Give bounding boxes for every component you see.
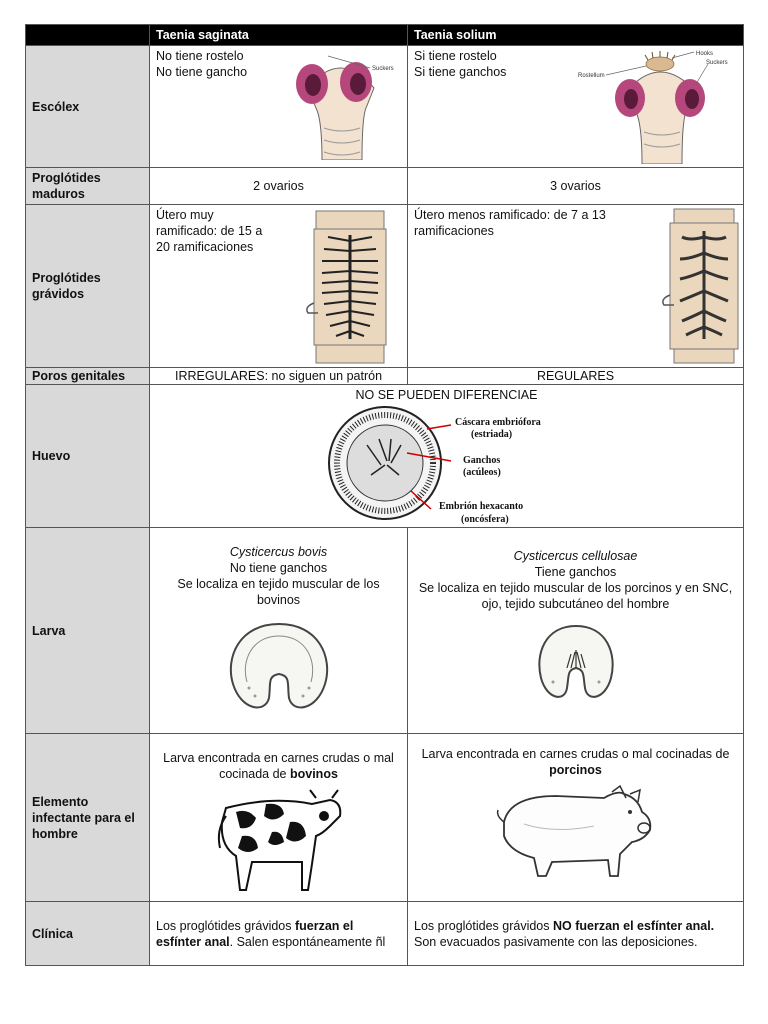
row-label-escolex: Escólex (26, 46, 150, 168)
gravidos-saginata-line2: ramificado: de 15 a (156, 224, 263, 238)
infectante-saginata-bold: bovinos (289, 767, 338, 781)
row-label-poros: Poros genitales (26, 368, 150, 385)
row-larva (26, 528, 744, 734)
row-label-gravidos: Proglótides grávidos (26, 205, 150, 368)
clinica-solium-pre: Los proglótides grávidos (414, 918, 553, 933)
row-label-clinica: Clínica (26, 902, 150, 966)
larva-saginata-cell (150, 528, 408, 734)
infectante-solium-text: Larva encontrada en carnes crudas o mal cocinadas de (421, 747, 730, 761)
cysticercus-bovis-illustration (219, 618, 339, 718)
suckers-label: Suckers (372, 66, 394, 72)
row-label-larva: Larva (26, 528, 150, 734)
larva-solium-name: Cysticercus cellulosae (513, 549, 638, 563)
larva-solium-line1: Tiene ganchos (534, 565, 617, 579)
row-label-huevo: Huevo (26, 385, 150, 528)
header-taenia-solium: Taenia solium (408, 25, 744, 46)
gravidos-saginata-line1: Útero muy (156, 208, 214, 222)
escolex-solium-line1: Si tiene rostelo (414, 49, 497, 63)
row-gravidos (26, 205, 744, 368)
egg-illustration (327, 405, 567, 525)
gravidos-solium-cell (408, 205, 744, 368)
maduros-saginata: 2 ovarios (150, 168, 408, 205)
gravidos-solium-line2: ramificaciones (414, 224, 494, 238)
row-huevo (26, 385, 744, 528)
escolex-saginata-cell (150, 46, 408, 168)
egg-label-hooks: Ganchos (462, 455, 500, 466)
infectante-saginata-cell (150, 734, 408, 902)
escolex-solium-line2: Si tiene ganchos (414, 65, 507, 79)
infectante-saginata-text: Larva encontrada en carnes crudas o mal cocinada de (163, 751, 394, 781)
escolex-solium-cell (408, 46, 744, 168)
suckers-label-solium: Suckers (706, 60, 728, 66)
huevo-text: NO SE PUEDEN DIFERENCIAE (355, 388, 538, 402)
larva-saginata-line2: Se localiza en tejido muscular de los bovinos (177, 577, 380, 607)
clinica-solium-cell (408, 902, 744, 966)
pig-illustration (494, 784, 658, 884)
row-clinica (26, 902, 744, 966)
gravidos-saginata-cell (150, 205, 408, 368)
comparison-table (25, 24, 744, 966)
huevo-cell (150, 385, 744, 528)
larva-solium-line2: Se localiza en tejido muscular de los porcinos y en SNC, ojo, tejido subcutáneo del hombre (418, 581, 733, 611)
larva-saginata-line1: No tiene ganchos (229, 561, 328, 575)
clinica-solium-post: Son evacuados pasivamente con las deposiciones. (414, 934, 698, 949)
proglottid-saginata-illustration (300, 209, 396, 365)
header-taenia-saginata: Taenia saginata (150, 25, 408, 46)
cow-illustration (212, 786, 346, 896)
scolex-solium-illustration (576, 48, 738, 164)
larva-saginata-name: Cysticercus bovis (229, 545, 328, 559)
gravidos-solium-line1: Útero menos ramificado: de 7 a 13 (414, 208, 606, 222)
infectante-solium-bold: porcinos (549, 763, 602, 777)
clinica-saginata-cell (150, 902, 408, 966)
clinica-saginata-pre: Los proglótides grávidos (156, 918, 295, 933)
infectante-solium-cell (408, 734, 744, 902)
clinica-saginata-post: . Salen espontáneamente ñl (229, 934, 386, 949)
scolex-saginata-illustration (278, 48, 402, 160)
poros-saginata: IRREGULARES: no siguen un patrón (150, 368, 408, 385)
poros-solium: REGULARES (408, 368, 744, 385)
rostellum-label: Rostellum (578, 73, 605, 79)
escolex-saginata-line1: No tiene rostelo (156, 49, 244, 63)
egg-label-embryo: Embrión hexacanto (438, 501, 523, 512)
cysticercus-cellulosae-illustration (531, 622, 621, 706)
header-blank (26, 25, 150, 46)
egg-label-embryo-sub: (oncósfera) (460, 514, 509, 525)
row-escolex (26, 46, 744, 168)
maduros-solium: 3 ovarios (408, 168, 744, 205)
row-maduros (26, 168, 744, 205)
larva-solium-cell (408, 528, 744, 734)
clinica-solium-bold: NO fuerzan el esfínter anal. (552, 918, 715, 933)
proglottid-solium-illustration (658, 207, 742, 365)
row-poros (26, 368, 744, 385)
egg-label-hooks-sub: (acúleos) (462, 467, 501, 478)
hooks-label: Hooks (696, 51, 714, 57)
row-label-infectante: Elemento infectante para el hombre (26, 734, 150, 902)
gravidos-saginata-line3: 20 ramificaciones (156, 240, 254, 254)
egg-label-shell-sub: (estriada) (470, 429, 512, 440)
row-label-maduros: Proglótides maduros (26, 168, 150, 205)
header-row (26, 25, 744, 46)
clinica-saginata-bold: fuerzan el esfínter anal (156, 918, 354, 949)
egg-label-shell: Cáscara embriófora (454, 417, 541, 428)
escolex-saginata-line2: No tiene gancho (156, 65, 248, 79)
row-infectante (26, 734, 744, 902)
